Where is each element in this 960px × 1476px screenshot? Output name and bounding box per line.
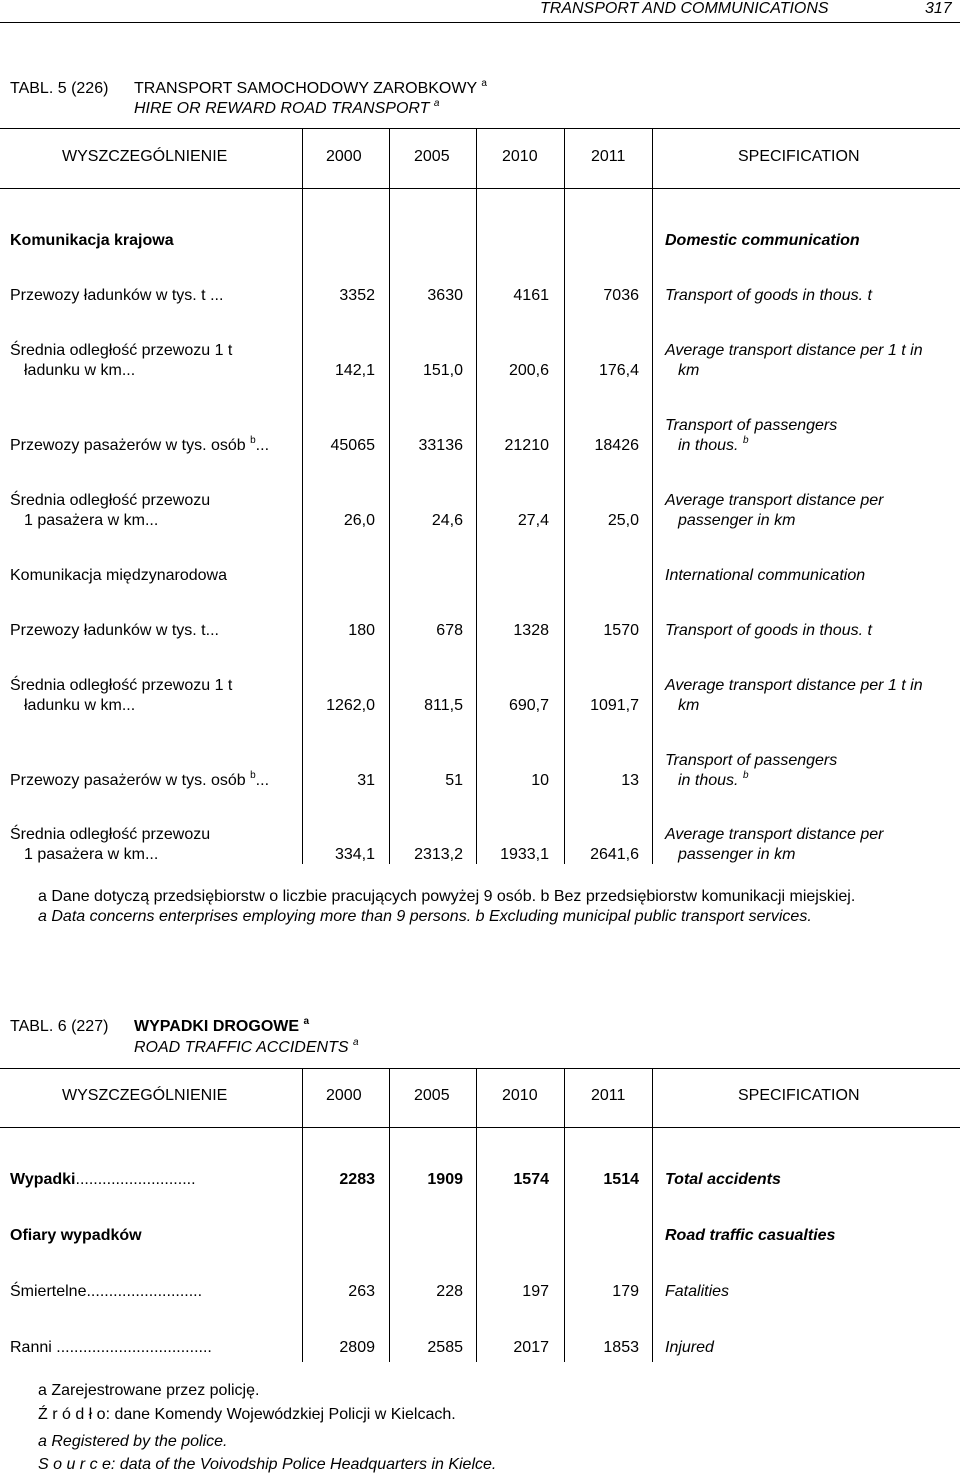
col-divider	[302, 128, 303, 188]
table-title-en: ROAD TRAFFIC ACCIDENTS $^a$	[134, 1037, 359, 1056]
col-divider	[302, 188, 303, 864]
cell-value: 1574	[513, 1171, 549, 1188]
cell-value: 21210	[504, 437, 549, 454]
table-top-rule	[0, 1068, 960, 1069]
cell-value: 2017	[513, 1339, 549, 1356]
cell-value: 51	[445, 772, 463, 789]
row-label-cont: ładunku w km...	[24, 362, 136, 379]
cell-value: 3630	[427, 287, 463, 304]
row-label-en: Transport of passengers	[665, 417, 838, 434]
col-divider	[389, 1127, 390, 1362]
cell-value: 1514	[603, 1171, 639, 1188]
header-year: 2005	[414, 148, 450, 165]
row-label: Średnia odległość przewozu 1 t	[10, 677, 233, 694]
header-year: 2000	[326, 1087, 362, 1104]
cell-value: 2641,6	[590, 846, 639, 863]
cell-value: 1091,7	[590, 697, 639, 714]
cell-value: 1909	[427, 1171, 463, 1188]
cell-value: 1853	[603, 1339, 639, 1356]
cell-value: 1328	[513, 622, 549, 639]
col-divider	[564, 128, 565, 188]
row-label-en: Total accidents	[665, 1171, 781, 1188]
header-spec-en: SPECIFICATION	[738, 148, 860, 165]
cell-value: 180	[348, 622, 375, 639]
section-heading-pl: Komunikacja krajowa	[10, 232, 174, 249]
footnote-pl: a Dane dotyczą przedsiębiorstw o liczbie pracujących powyżej 9 osób. b Bez przedsiębiorstw komunikacji miejskiej.	[38, 888, 856, 905]
cell-value: 1933,1	[500, 846, 549, 863]
row-label-en-cont: passenger in km	[678, 512, 796, 529]
col-divider	[652, 188, 653, 864]
col-divider	[564, 1127, 565, 1362]
cell-value: 25,0	[607, 512, 639, 529]
cell-value: 811,5	[424, 697, 463, 714]
running-header-title: TRANSPORT AND COMMUNICATIONS	[540, 0, 829, 17]
cell-value: 678	[436, 622, 463, 639]
row-label-en: Transport of goods in thous. t	[665, 622, 872, 639]
row-label-en: Injured	[665, 1339, 714, 1356]
header-spec-en: SPECIFICATION	[738, 1087, 860, 1104]
row-label-cont: 1 pasażera w km...	[24, 846, 159, 863]
header-year: 2000	[326, 148, 362, 165]
col-divider	[652, 128, 653, 188]
header-year: 2005	[414, 1087, 450, 1104]
cell-value: 151,0	[422, 362, 463, 379]
footnote-en: a Data concerns enterprises employing more than 9 persons. b Excluding municipal public transport services.	[38, 908, 812, 925]
row-label: Przewozy pasażerów w tys. osób $^b$...	[10, 435, 270, 454]
row-label-en: Average transport distance per	[665, 826, 884, 843]
row-label-en-cont: in thous. $^b$	[678, 770, 749, 789]
col-divider	[652, 1068, 653, 1127]
col-divider	[389, 128, 390, 188]
cell-value: 27,4	[517, 512, 549, 529]
row-label-en: Average transport distance per 1 t in	[665, 342, 923, 359]
cell-value: 142,1	[334, 362, 375, 379]
col-divider	[476, 128, 477, 188]
col-divider	[389, 1068, 390, 1127]
header-year: 2010	[502, 148, 538, 165]
row-label-en-cont: in thous. $^b$	[678, 435, 749, 454]
cell-value: 228	[436, 1283, 463, 1300]
cell-value: 13	[621, 772, 639, 789]
row-label-en: Road traffic casualties	[665, 1227, 836, 1244]
row-label-en-cont: km	[678, 697, 700, 714]
table-title-pl: WYPADKI DROGOWE $^a$	[134, 1016, 310, 1035]
row-label: Ofiary wypadków	[10, 1227, 142, 1244]
cell-value: 197	[522, 1283, 549, 1300]
row-label: Przewozy pasażerów w tys. osób $^b$...	[10, 770, 270, 789]
cell-value: 1262,0	[326, 697, 375, 714]
cell-value: 26,0	[343, 512, 375, 529]
row-label-en: Average transport distance per 1 t in	[665, 677, 923, 694]
col-divider	[476, 188, 477, 864]
cell-value: 263	[348, 1283, 375, 1300]
row-label: Ranni ...................................	[10, 1339, 212, 1356]
table-header-rule	[0, 188, 960, 189]
col-divider	[564, 188, 565, 864]
table-header-rule	[0, 1127, 960, 1128]
table-top-rule	[0, 128, 960, 129]
row-label: Przewozy ładunków w tys. t ...	[10, 287, 224, 304]
cell-value: 3352	[339, 287, 375, 304]
col-divider	[476, 1127, 477, 1362]
row-label-en: Fatalities	[665, 1283, 730, 1300]
row-label-cont: 1 pasażera w km...	[24, 512, 159, 529]
cell-value: 1570	[603, 622, 639, 639]
footnote-pl: a Zarejestrowane przez policję.	[38, 1382, 260, 1399]
source-en: S o u r c e: data of the Voivodship Police Headquarters in Kielce.	[38, 1456, 497, 1473]
footnote-en: a Registered by the police.	[38, 1433, 228, 1450]
row-label-en-cont: km	[678, 362, 700, 379]
col-divider	[652, 1127, 653, 1362]
cell-value: 2809	[339, 1339, 375, 1356]
row-label-en: Transport of goods in thous. t	[665, 287, 872, 304]
header-spec-pl: WYSZCZEGÓLNIENIE	[62, 1087, 228, 1104]
row-label-en-cont: passenger in km	[678, 846, 796, 863]
row-label-cont: ładunku w km...	[24, 697, 136, 714]
cell-value: 200,6	[508, 362, 549, 379]
row-label: Średnia odległość przewozu	[10, 826, 211, 843]
row-label: Średnia odległość przewozu	[10, 492, 211, 509]
source-pl: Ź r ó d ł o: dane Komendy Wojewódzkiej Policji w Kielcach.	[38, 1406, 456, 1423]
header-rule	[0, 22, 960, 23]
section-heading-pl: Komunikacja międzynarodowa	[10, 567, 227, 584]
col-divider	[476, 1068, 477, 1127]
table-number: TABL. 5 (226)	[10, 80, 109, 97]
section-heading-en: Domestic communication	[665, 232, 860, 249]
cell-value: 2283	[339, 1171, 375, 1188]
cell-value: 4161	[513, 287, 549, 304]
cell-value: 179	[612, 1283, 639, 1300]
cell-value: 24,6	[431, 512, 463, 529]
table-number: TABL. 6 (227)	[10, 1018, 109, 1035]
row-label: Przewozy ładunków w tys. t...	[10, 622, 219, 639]
header-year: 2010	[502, 1087, 538, 1104]
header-year: 2011	[591, 148, 626, 165]
col-divider	[389, 188, 390, 864]
col-divider	[302, 1068, 303, 1127]
table-title-pl: TRANSPORT SAMOCHODOWY ZAROBKOWY $^a$	[134, 78, 487, 97]
row-label-en: Transport of passengers	[665, 752, 838, 769]
col-divider	[302, 1127, 303, 1362]
section-heading-en: International communication	[665, 567, 866, 584]
cell-value: 690,7	[508, 697, 549, 714]
page-number: 317	[925, 0, 952, 17]
row-label: Średnia odległość przewozu 1 t	[10, 342, 233, 359]
header-spec-pl: WYSZCZEGÓLNIENIE	[62, 148, 228, 165]
cell-value: 18426	[594, 437, 639, 454]
cell-value: 176,4	[598, 362, 639, 379]
row-label: Wypadki...........................	[10, 1171, 196, 1188]
cell-value: 7036	[603, 287, 639, 304]
row-label: Śmiertelne..........................	[10, 1283, 203, 1300]
row-label-en: Average transport distance per	[665, 492, 884, 509]
cell-value: 10	[531, 772, 549, 789]
cell-value: 2313,2	[414, 846, 463, 863]
cell-value: 2585	[427, 1339, 463, 1356]
cell-value: 334,1	[334, 846, 375, 863]
table-title-en: HIRE OR REWARD ROAD TRANSPORT $^a$	[134, 98, 440, 117]
col-divider	[564, 1068, 565, 1127]
header-year: 2011	[591, 1087, 626, 1104]
cell-value: 45065	[330, 437, 375, 454]
cell-value: 33136	[418, 437, 463, 454]
cell-value: 31	[357, 772, 375, 789]
